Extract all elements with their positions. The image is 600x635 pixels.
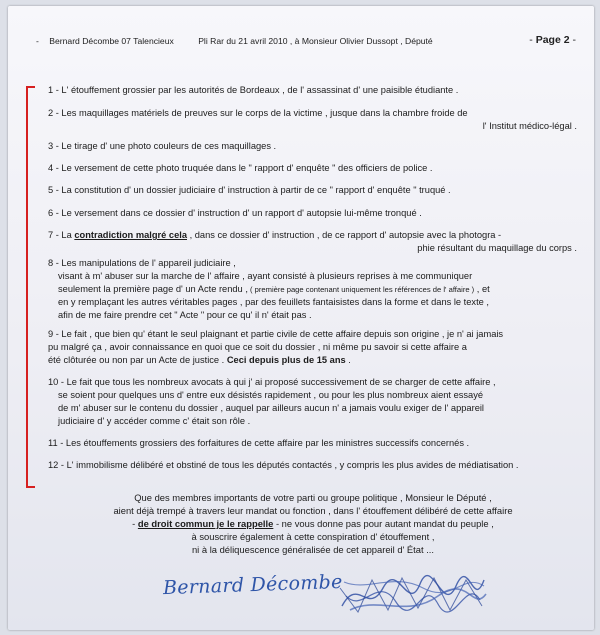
list-item-2 [48,107,593,133]
item-line: pu malgré ça , avoir connaissance en quoi que ce soit du dossier , ni même pu savoir si cette affaire a [48,342,467,352]
item-line: judiciaire d' y accéder comme c' était son rôle . [58,416,251,426]
list-item-7 [48,229,593,255]
emphasis: de droit commun je le rappelle [137,518,274,529]
item-line: 7 - La contradiction malgré cela , dans ce dossier d' instruction , de ce rapport d' autopsie avec la photogra - [48,230,502,240]
ink-scribble-icon [338,566,488,621]
item-line: se soient pour quelques uns d' entre eux désistés rapidement , ou pour les plus nombreux aient essayé [58,390,484,400]
handwritten-signature: Bernard Décombe [162,570,343,600]
closing-line: - de droit commun je le rappelle - ne vous donne pas pour autant mandat du peuple , [132,518,494,529]
page-number: - Page 2 - [529,34,576,46]
list-item-9 [48,328,593,367]
letter-header [36,36,576,46]
dash: - [36,36,39,46]
item-line: 2 - Les maquillages matériels de preuves sur le corps de la victime , jusque dans la chambre froide de [48,108,468,118]
list-item-10 [48,376,593,428]
list-item-6: 6 - Le versement dans ce dossier d' instruction d' un rapport d' autopsie lui-même tronqué . [48,208,422,218]
item-line: visant à m' abuser sur la marche de l' affaire , ayant consisté à plusieurs reprises à me communiquer [58,271,473,281]
list-item-1: 1 - L' étouffement grossier par les autorités de Bordeaux , de l' assassinat d' une paisible étudiante . [48,85,459,95]
list-item-3: 3 - Le tirage d' une photo couleurs de ces maquillages . [48,141,277,151]
list-item-5: 5 - La constitution d' un dossier judiciaire d' instruction à partir de ce " rapport d' enquête " truqué . [48,185,451,195]
item-line: été clôturée ou non par un Acte de justice . Ceci depuis plus de 15 ans . [48,355,351,365]
closing-line: à souscrire également à cette conspiration d' étouffement , [191,531,435,542]
item-line: afin de me faire prendre cet " Acte " pour ce qu' il n' était pas . [58,310,312,320]
reference-line: Pli Rar du 21 avril 2010 , à Monsieur Olivier Dussopt , Député [198,36,433,46]
item-line: 9 - Le fait , que bien qu' étant le seul plaignant et partie civile de cette affaire depuis son origine , je n' ai jamais [48,329,504,339]
item-line: l' Institut médico-légal . [482,121,577,131]
sender-line: Bernard Décombe 07 Talencieux [49,36,174,46]
item-line: 8 - Les manipulations de l' appareil judiciaire , [48,258,236,268]
item-line: phie résultant du maquillage du corps . [417,243,577,253]
list-item-4: 4 - Le versement de cette photo truquée dans le " rapport d' enquête " des officiers de police . [48,163,433,173]
list-item-12: 12 - L' immobilisme délibéré et obstiné de tous les députés contactés , y compris les plus avides de médiatisation . [48,460,519,470]
letter-page [8,6,594,630]
closing-line: ni à la déliquescence généralisée de cet appareil d' État ... [191,544,435,555]
emphasis: contradiction malgré cela [74,230,187,240]
red-margin-bracket [26,86,35,488]
item-line: seulement la première page d' un Acte rendu , ( première page contenant uniquement les références de l' affaire ) , et [58,284,490,294]
item-line: de m' abuser sur le contenu du dossier , auquel par ailleurs aucun n' a jamais voulu exiger de l' appareil [58,403,484,413]
list-item-8 [48,257,593,322]
closing-paragraph [48,491,578,556]
closing-line: aient déjà trempé à travers leur mandat ou fonction , dans l' étouffement délibéré de cette affaire [113,505,513,516]
item-line: 10 - Le fait que tous les nombreux avocats à qui j' ai proposé successivement de se charger de cette affaire , [48,377,496,387]
closing-line: Que des membres importants de votre parti ou groupe politique , Monsieur le Député , [134,492,492,503]
emphasis: Ceci depuis plus de 15 ans [226,355,346,365]
list-item-11: 11 - Les étouffements grossiers des forfaitures de cette affaire par les ministres successifs concernés . [48,438,470,448]
item-line: en y remplaçant les autres véritables pages , par des feuillets fantaisistes dans la forme et dans le texte , [58,297,489,307]
